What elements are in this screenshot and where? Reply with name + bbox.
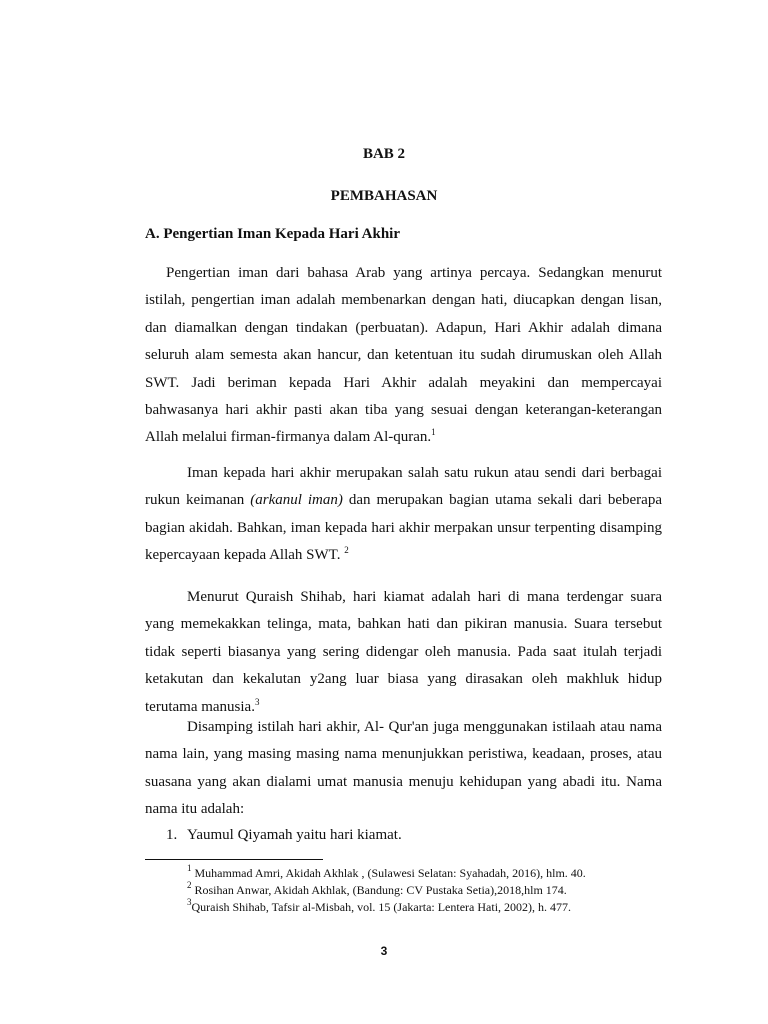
paragraph-line: tidak seperti biasanya yang sering didengar oleh manusia. Pada saat itulah terjadi <box>145 643 662 660</box>
paragraph-line: Menurut Quraish Shihab, hari kiamat adalah hari di mana terdengar suara <box>187 589 662 605</box>
paragraph-line: bagian akidah. Bahkan, iman kepada hari akhir merpakan unsur terpenting disamping <box>145 519 662 536</box>
paragraph-text: Allah melalui firman-firmanya dalam Al-quran. <box>145 429 432 446</box>
paragraph-1 <box>145 260 662 452</box>
paragraph-line-last <box>145 542 662 569</box>
paragraph-line <box>145 487 662 514</box>
paragraph-line: nama lain, yang masing masing nama menunjukkan peristiwa, keadaan, proses, atau <box>145 746 662 763</box>
chapter-label: BAB 2 <box>362 146 406 162</box>
footnote-ref: 3 <box>254 696 260 707</box>
italic-term: (arkanul iman) <box>250 492 343 509</box>
footnote-mark: 3 <box>187 897 192 907</box>
list-item <box>166 827 402 844</box>
paragraph-line: suasana yang akan dialami umat manusia menuju kehidupan yang abadi itu. Nama <box>145 773 662 790</box>
paragraph-line: Iman kepada hari akhir merupakan salah satu rukun atau sendi dari berbagai <box>187 465 662 481</box>
paragraph-line-last <box>145 424 662 451</box>
paragraph-line: ketakutan dan kekalutan y2ang luar biasa yang dirasakan oleh makhluk hidup <box>145 671 662 688</box>
footnote-2 <box>187 880 567 898</box>
paragraph-line-last: nama itu adalah: <box>145 801 245 818</box>
footnote-3 <box>187 897 572 915</box>
footnote-text: Muhammad Amri, Akidah Akhlak , (Sulawesi Selatan: Syahadah, 2016), hlm. 40. <box>191 866 586 880</box>
paragraph-line: seluruh alam semesta akan hancur, dan ketentuan itu sudah dirumuskan oleh Allah <box>145 347 662 364</box>
footnote-mark: 1 <box>187 863 192 873</box>
footnote-text: Rosihan Anwar, Akidah Akhlak, (Bandung: CV Pustaka Setia),2018,hlm 174. <box>191 883 567 897</box>
section-heading: A. Pengertian Iman Kepada Hari Akhir <box>145 226 401 242</box>
footnote-ref: 1 <box>431 427 436 438</box>
paragraph-text: kepercayaan kepada Allah SWT. <box>145 547 345 564</box>
paragraph-line: yang memekakkan telinga, mata, bahkan hati dan pikiran manusia. Suara tersebut <box>145 616 662 633</box>
paragraph-2 <box>145 460 662 570</box>
chapter-title: PEMBAHASAN <box>330 188 438 204</box>
paragraph-line: dan diamalkan dengan tindakan (perbuatan). Adapun, Hari Akhir adalah dimana <box>145 319 662 336</box>
footnote-text: Quraish Shihab, Tafsir al-Misbah, vol. 15 (Jakarta: Lentera Hati, 2002), h. 477. <box>191 900 572 914</box>
footnote-divider <box>145 859 323 860</box>
list-text: Yaumul Qiyamah yaitu hari kiamat. <box>187 827 402 843</box>
paragraph-line: SWT. Jadi beriman kepada Hari Akhir adalah meyakini dan mempercayai <box>145 374 662 391</box>
paragraph-text: dan merupakan bagian utama sekali dari beberapa <box>342 492 662 509</box>
paragraph-4 <box>145 714 662 824</box>
footnote-ref: 2 <box>344 545 349 556</box>
page-number: 3 <box>380 944 388 958</box>
paragraph-text: rukun keimanan <box>145 492 251 509</box>
footnote-1 <box>187 863 586 881</box>
paragraph-line: bahwasanya hari akhir pasti akan tiba yang sesuai dengan keterangan-keterangan <box>145 402 662 419</box>
paragraph-3 <box>145 584 662 721</box>
paragraph-text: terutama manusia. <box>145 698 255 715</box>
paragraph-line: Disamping istilah hari akhir, Al- Qur'an juga menggunakan istilaah atau nama <box>187 719 662 735</box>
paragraph-line: istilah, pengertian iman adalah membenarkan dengan hati, diucapkan dengan lisan, <box>145 292 662 309</box>
paragraph-line: Pengertian iman dari bahasa Arab yang artinya percaya. Sedangkan menurut <box>166 265 662 281</box>
list-number: 1. <box>166 827 178 843</box>
footnote-mark: 2 <box>187 880 192 890</box>
